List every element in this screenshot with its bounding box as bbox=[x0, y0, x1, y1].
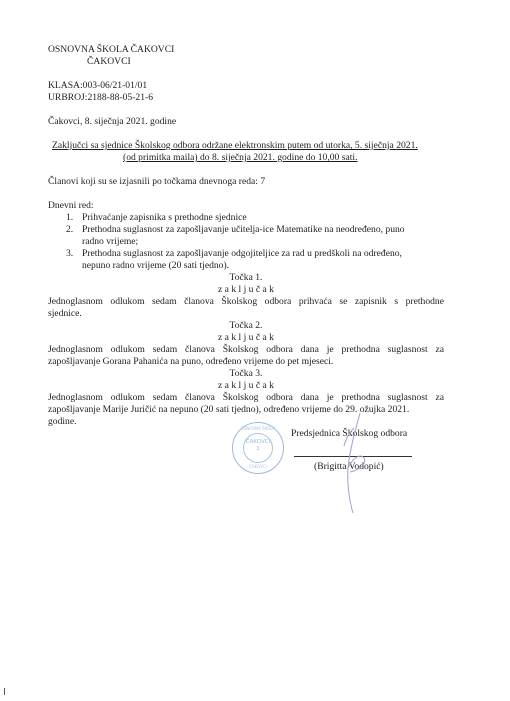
document-title-line-1: Zaključci sa sjednice Školskog odbora održane elektronskim putem od utorka, 5. siječnja 2021. bbox=[52, 140, 418, 151]
agenda-heading: Dnevni red: bbox=[48, 200, 94, 211]
members-line: Članovi koji su se izjasnili po točkama dnevnoga reda: 7 bbox=[48, 176, 266, 187]
agenda-item bbox=[66, 224, 446, 248]
agenda-item-text: Prethodna suglasnost za zapošljavanje odgojiteljice za rad u predškoli na određeno, bbox=[82, 248, 402, 259]
point-heading: Točka 1. bbox=[229, 272, 263, 283]
agenda-item-text: radno vrijeme; bbox=[82, 236, 139, 247]
urbroj-number: URBROJ:2188-88-05-21-6 bbox=[48, 92, 153, 103]
point-text-line: Jednoglasnom odlukom sedam članova Školskog odbora dana je prethodna suglasnost za bbox=[48, 392, 444, 403]
point-text-line: sjednice. bbox=[48, 308, 82, 319]
point-heading: Točka 2. bbox=[229, 320, 263, 331]
stamp-bottom-text: ČAKOVCI bbox=[249, 464, 267, 469]
place-date: Čakovci, 8. siječnja 2021. godine bbox=[48, 116, 177, 127]
school-town: ČAKOVCI bbox=[87, 56, 131, 67]
document-title-line-2: (od primitka maila) do 8. siječnja 2021. godine do 10,00 sati. bbox=[123, 152, 358, 163]
point-heading: Točka 3. bbox=[229, 368, 263, 379]
agenda-item-text: Prihvaćanje zapisnika s prethodne sjednice bbox=[82, 212, 247, 223]
agenda-item-text: Prethodna suglasnost za zapošljavanje učitelja-ice Matematike na neodređeno, puno bbox=[82, 224, 405, 235]
stamp-town: ČAKOVCI bbox=[245, 439, 271, 445]
signatory-role: Predsjednica Školskog odbora bbox=[291, 428, 408, 439]
agenda-item-number: 3. bbox=[66, 248, 74, 259]
stamp-number: 1 bbox=[256, 446, 260, 452]
signatory-name: (Brigitta Vodopić) bbox=[314, 461, 384, 472]
agenda-item bbox=[66, 248, 446, 272]
agenda-item-text: nepuno radno vrijeme (20 sati tjedno). bbox=[82, 260, 230, 271]
point-conclusion-label: z a k l j u č a k bbox=[218, 332, 274, 343]
agenda-item bbox=[66, 212, 446, 224]
point-conclusion-label: z a k l j u č a k bbox=[218, 284, 274, 295]
point-text-line: godine. bbox=[48, 416, 77, 427]
school-name: OSNOVNA ŠKOLA ČAKOVCI bbox=[48, 44, 175, 55]
point-conclusion-label: z a k l j u č a k bbox=[218, 380, 274, 391]
point-text-line: zapošljavanje Marije Juričić na nepuno (20 sati tjedno), određeno vrijeme do 29. ožujka 2021. bbox=[48, 404, 410, 415]
stamp-ring-text: OSNOVNA ŠKOLA bbox=[240, 426, 276, 431]
page-edge-mark bbox=[4, 688, 5, 695]
stamp-center-text bbox=[233, 439, 283, 453]
point-text-line: Jednoglasnom odlukom sedam članova Školskog odbora dana je prethodna suglasnost za bbox=[48, 344, 444, 355]
agenda-item-number: 2. bbox=[66, 224, 74, 235]
handwritten-signature bbox=[320, 408, 380, 518]
school-stamp bbox=[232, 422, 284, 474]
agenda-item-number: 1. bbox=[66, 212, 74, 223]
klasa-number: KLASA:003-06/21-01/01 bbox=[48, 80, 148, 91]
agenda-list bbox=[66, 212, 446, 272]
point-text-line: zapošljavanje Gorana Pahanića na puno, određeno vrijeme do pet mjeseci. bbox=[48, 356, 334, 367]
point-text-line: Jednoglasnom odlukom sedam članova Školskog odbora prihvaća se zapisnik s prethodne bbox=[48, 296, 444, 307]
